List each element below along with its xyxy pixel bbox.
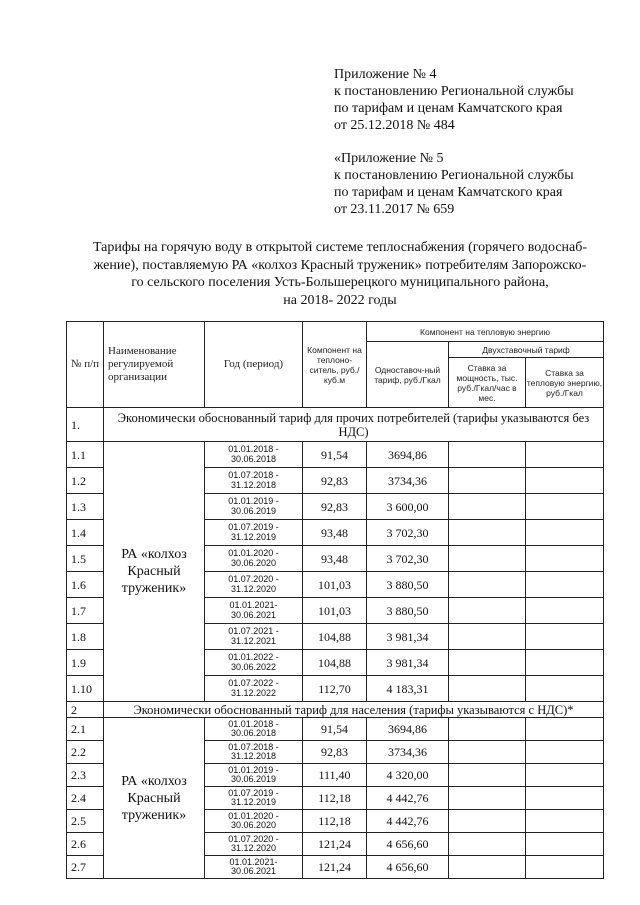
water-component-value: 92,83 (303, 741, 367, 764)
period-start: 01.01.2020 - (228, 548, 279, 558)
period-start: 01.07.2018 - (228, 741, 279, 752)
period-end: 30.06.2021 (230, 609, 277, 620)
title-line: жение), поставляемую РА «колхоз Красный труженик» потребителям Запорожско- (93, 257, 587, 273)
energy-rate-value (526, 546, 604, 572)
single-rate-value: 3734,36 (367, 468, 449, 494)
capacity-rate-value (449, 764, 526, 787)
energy-rate-value (526, 442, 604, 468)
energy-rate-value (526, 718, 604, 741)
energy-rate-value (526, 520, 604, 546)
single-rate-value: 4 320,00 (367, 764, 449, 787)
section-number: 1. (67, 408, 104, 442)
single-rate-value: 4 656,60 (367, 856, 449, 879)
header-heat-component: Компонент на тепловую энергию (367, 322, 604, 342)
single-rate-value: 3 600,00 (367, 494, 449, 520)
capacity-rate-value (449, 856, 526, 879)
period-cell (205, 718, 303, 741)
row-number: 1.8 (67, 624, 104, 650)
period-start: 01.01.2019 - (228, 496, 279, 506)
row-number: 2.6 (67, 833, 104, 856)
period-cell (205, 833, 303, 856)
period-end: 31.12.2020 (230, 843, 277, 853)
appendix-line: от 23.11.2017 № 659 (334, 202, 455, 217)
appendix-reference-original (334, 150, 634, 218)
period-cell (205, 741, 303, 764)
energy-rate-value (526, 676, 604, 702)
water-component-value: 91,54 (303, 442, 367, 468)
row-number: 2.7 (67, 856, 104, 879)
water-component-value: 104,88 (303, 650, 367, 676)
period-cell (205, 442, 303, 468)
period-end: 31.12.2018 (230, 751, 277, 761)
appendix-line: к постановлению Региональной службы (334, 168, 574, 183)
period-cell (205, 572, 303, 598)
row-number: 2.5 (67, 810, 104, 833)
single-rate-value: 3 981,34 (367, 624, 449, 650)
period-cell (205, 494, 303, 520)
period-cell (205, 856, 303, 879)
period-start: 01.07.2019 - (228, 522, 279, 532)
water-component-value: 91,54 (303, 718, 367, 741)
period-start: 01.07.2020 - (228, 574, 279, 584)
capacity-rate-value (449, 833, 526, 856)
water-component-value: 93,48 (303, 520, 367, 546)
period-end: 31.12.2018 (230, 479, 277, 490)
period-cell (205, 520, 303, 546)
period-end: 31.12.2019 (230, 797, 277, 807)
row-number: 2.4 (67, 787, 104, 810)
capacity-rate-value (449, 468, 526, 494)
row-number: 2.2 (67, 741, 104, 764)
period-start: 01.01.2022 - (228, 652, 279, 662)
single-rate-value: 4 442,76 (367, 810, 449, 833)
energy-rate-value (526, 833, 604, 856)
period-end: 30.06.2021 (230, 866, 277, 876)
period-end: 30.06.2020 (230, 557, 277, 568)
single-rate-value: 3734,36 (367, 741, 449, 764)
period-start: 01.01.2021- (229, 856, 278, 867)
row-number: 1.1 (67, 442, 104, 468)
capacity-rate-value (449, 787, 526, 810)
single-rate-value: 3 880,50 (367, 572, 449, 598)
appendix-line: к постановлению Региональной службы (334, 84, 574, 99)
header-energy-rate: Ставка за тепловую энергию, руб./Гкал (526, 358, 604, 408)
period-end: 30.06.2018 (230, 728, 277, 738)
period-end: 31.12.2020 (230, 583, 277, 594)
title-line: Тарифы на горячую воду в открытой системе теплоснабжения (горячего водоснаб- (92, 240, 588, 255)
single-rate-value: 4 442,76 (367, 787, 449, 810)
period-cell (205, 468, 303, 494)
organization-name: РА «колхоз Красный труженик» (104, 442, 205, 702)
header-water-component: Компонент на теплоно-ситель, руб./куб.м (303, 322, 367, 408)
period-start: 01.07.2020 - (228, 833, 279, 844)
capacity-rate-value (449, 442, 526, 468)
energy-rate-value (526, 624, 604, 650)
section-title: Экономически обоснованный тариф для населения (тарифы указываются с НДС)* (104, 702, 604, 718)
organization-name: РА «колхоз Красный труженик» (104, 718, 205, 879)
water-component-value: 92,83 (303, 494, 367, 520)
period-cell (205, 546, 303, 572)
appendix-reference-current (334, 66, 634, 134)
section-row (67, 408, 604, 442)
period-end: 30.06.2022 (230, 661, 277, 672)
capacity-rate-value (449, 546, 526, 572)
single-rate-value: 3 880,50 (367, 598, 449, 624)
water-component-value: 104,88 (303, 624, 367, 650)
row-number: 1.5 (67, 546, 104, 572)
capacity-rate-value (449, 520, 526, 546)
capacity-rate-value (449, 494, 526, 520)
period-cell (205, 650, 303, 676)
table-row (67, 442, 604, 468)
row-number: 2.3 (67, 764, 104, 787)
header-two-rate: Двухставочный тариф (449, 342, 604, 358)
period-start: 01.01.2021- (229, 600, 278, 610)
title-line: го сельского поселения Усть-Большерецкого муниципального района, (131, 275, 549, 290)
table-row (67, 718, 604, 741)
water-component-value: 101,03 (303, 598, 367, 624)
header-no: № п/п (67, 322, 104, 408)
water-component-value: 112,18 (303, 810, 367, 833)
water-component-value: 112,70 (303, 676, 367, 702)
capacity-rate-value (449, 718, 526, 741)
appendix-line: «Приложение № 5 (334, 151, 444, 166)
row-number: 1.10 (67, 676, 104, 702)
appendix-line: по тарифам и ценам Камчатского края (334, 185, 563, 200)
energy-rate-value (526, 741, 604, 764)
period-end: 30.06.2018 (230, 453, 277, 464)
single-rate-value: 3 702,30 (367, 520, 449, 546)
period-start: 01.01.2019 - (228, 764, 279, 775)
period-start: 01.07.2021 - (228, 626, 279, 636)
period-end: 30.06.2020 (230, 820, 277, 830)
appendix-line: Приложение № 4 (334, 67, 437, 82)
capacity-rate-value (449, 598, 526, 624)
water-component-value: 112,18 (303, 787, 367, 810)
energy-rate-value (526, 468, 604, 494)
energy-rate-value (526, 787, 604, 810)
capacity-rate-value (449, 676, 526, 702)
capacity-rate-value (449, 810, 526, 833)
single-rate-value: 3 981,34 (367, 650, 449, 676)
section-row (67, 702, 604, 718)
energy-rate-value (526, 810, 604, 833)
single-rate-value: 3694,86 (367, 442, 449, 468)
period-start: 01.07.2018 - (228, 470, 279, 480)
period-start: 01.01.2020 - (228, 810, 279, 821)
capacity-rate-value (449, 624, 526, 650)
period-cell (205, 676, 303, 702)
period-end: 30.06.2019 (230, 505, 277, 516)
row-number: 1.3 (67, 494, 104, 520)
period-cell (205, 764, 303, 787)
section-number: 2 (67, 702, 104, 718)
energy-rate-value (526, 494, 604, 520)
row-number: 1.4 (67, 520, 104, 546)
energy-rate-value (526, 764, 604, 787)
period-end: 31.12.2021 (230, 635, 277, 646)
header-single-rate: Одноставоч-ный тариф, руб./Гкал (367, 342, 449, 408)
row-number: 1.2 (67, 468, 104, 494)
header-period: Год (период) (205, 322, 303, 408)
capacity-rate-value (449, 650, 526, 676)
row-number: 1.6 (67, 572, 104, 598)
period-start: 01.07.2022 - (228, 678, 279, 688)
period-cell (205, 810, 303, 833)
header-capacity-rate: Ставка за мощность, тыс. руб./Гкал/час в мес. (449, 358, 526, 408)
energy-rate-value (526, 598, 604, 624)
water-component-value: 121,24 (303, 833, 367, 856)
water-component-value: 111,40 (303, 764, 367, 787)
energy-rate-value (526, 856, 604, 879)
section-title: Экономически обоснованный тариф для прочих потребителей (тарифы указываются без НДС) (104, 408, 604, 442)
period-start: 01.01.2018 - (228, 718, 279, 729)
appendix-line: по тарифам и ценам Камчатского края (334, 101, 563, 116)
header-organization: Наименование регулируемой организации (104, 322, 205, 408)
water-component-value: 101,03 (303, 572, 367, 598)
single-rate-value: 4 656,60 (367, 833, 449, 856)
period-end: 31.12.2022 (230, 687, 277, 698)
water-component-value: 121,24 (303, 856, 367, 879)
period-start: 01.07.2019 - (228, 787, 279, 798)
energy-rate-value (526, 572, 604, 598)
period-cell (205, 598, 303, 624)
water-component-value: 92,83 (303, 468, 367, 494)
period-cell (205, 787, 303, 810)
row-number: 2.1 (67, 718, 104, 741)
period-end: 30.06.2019 (230, 774, 277, 784)
period-end: 31.12.2019 (230, 531, 277, 542)
tariff-table (66, 321, 604, 879)
single-rate-value: 3 702,30 (367, 546, 449, 572)
single-rate-value: 4 183,31 (367, 676, 449, 702)
row-number: 1.7 (67, 598, 104, 624)
period-start: 01.01.2018 - (228, 444, 279, 454)
energy-rate-value (526, 650, 604, 676)
capacity-rate-value (449, 572, 526, 598)
table-body (67, 408, 604, 879)
period-cell (205, 624, 303, 650)
document-title (66, 239, 614, 309)
single-rate-value: 3694,86 (367, 718, 449, 741)
water-component-value: 93,48 (303, 546, 367, 572)
row-number: 1.9 (67, 650, 104, 676)
appendix-line: от 25.12.2018 № 484 (334, 118, 455, 133)
capacity-rate-value (449, 741, 526, 764)
title-line: на 2018- 2022 годы (283, 292, 397, 308)
